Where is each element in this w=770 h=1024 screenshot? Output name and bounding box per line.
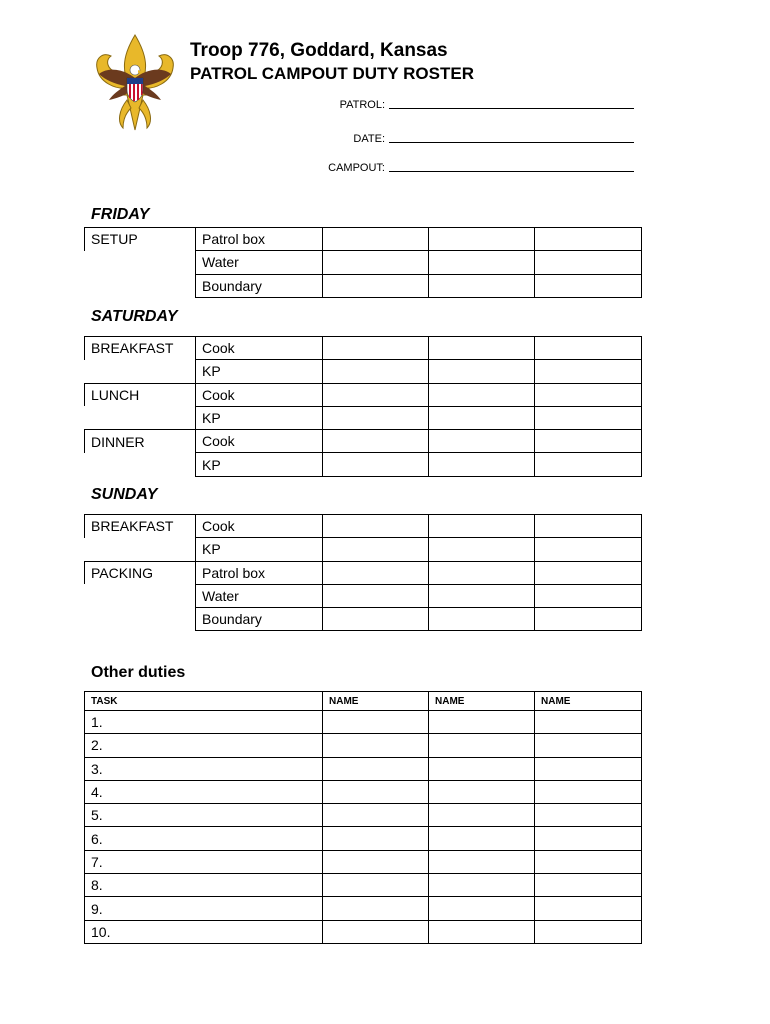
name-cell[interactable]: [323, 360, 429, 383]
campout-line[interactable]: [389, 161, 634, 172]
name-cell[interactable]: [323, 228, 429, 251]
task-row: [85, 850, 642, 873]
patrol-label: PATROL:: [339, 99, 385, 111]
duty-name: Water: [196, 584, 323, 607]
duty-row: [85, 584, 642, 607]
duty-row: [85, 360, 642, 383]
duty-name: Cook: [196, 515, 323, 538]
task-number[interactable]: 9.: [85, 897, 323, 920]
duty-group: LUNCH: [85, 383, 196, 406]
name-cell[interactable]: [429, 804, 535, 827]
name-cell[interactable]: [429, 757, 535, 780]
duty-group: [85, 453, 196, 476]
name-cell[interactable]: [535, 850, 642, 873]
name-cell[interactable]: [429, 827, 535, 850]
name-cell[interactable]: [429, 711, 535, 734]
name-cell[interactable]: [535, 920, 642, 943]
name-cell[interactable]: [429, 584, 535, 607]
name-cell[interactable]: [429, 406, 535, 429]
duty-name: KP: [196, 360, 323, 383]
name-cell[interactable]: [323, 584, 429, 607]
duty-group: PACKING: [85, 561, 196, 584]
name-cell[interactable]: [535, 251, 642, 274]
saturday-table: [84, 336, 642, 477]
duty-row: [85, 383, 642, 406]
duty-name: Cook: [196, 430, 323, 453]
sunday-heading: SUNDAY: [91, 486, 158, 503]
date-label: DATE:: [353, 133, 385, 145]
name-cell[interactable]: [429, 561, 535, 584]
name-cell[interactable]: [429, 850, 535, 873]
name-cell[interactable]: [323, 608, 429, 631]
task-row: [85, 874, 642, 897]
header-row: [85, 692, 642, 711]
duty-name: Boundary: [196, 274, 323, 297]
duty-row: [85, 406, 642, 429]
name-cell[interactable]: [429, 251, 535, 274]
name-cell[interactable]: [535, 711, 642, 734]
campout-label: CAMPOUT:: [328, 162, 385, 174]
name-cell[interactable]: [535, 561, 642, 584]
name-cell[interactable]: [429, 538, 535, 561]
duty-row: [85, 453, 642, 476]
task-row: [85, 897, 642, 920]
name-cell[interactable]: [429, 274, 535, 297]
name-cell[interactable]: [323, 515, 429, 538]
name-cell[interactable]: [323, 827, 429, 850]
name-cell[interactable]: [535, 780, 642, 803]
name-cell[interactable]: [535, 608, 642, 631]
name-cell[interactable]: [535, 897, 642, 920]
name-cell[interactable]: [535, 430, 642, 453]
task-row: [85, 711, 642, 734]
task-number[interactable]: 4.: [85, 780, 323, 803]
troop-title: Troop 776, Goddard, Kansas: [190, 40, 448, 61]
duty-group: [85, 274, 196, 297]
other-duties-table: [84, 691, 642, 944]
duty-name: Patrol box: [196, 561, 323, 584]
name-cell[interactable]: [323, 430, 429, 453]
name-cell[interactable]: [429, 515, 535, 538]
duty-row: [85, 430, 642, 453]
fleur-de-lis-eagle-icon: [85, 30, 185, 135]
patrol-field[interactable]: [280, 98, 634, 111]
duty-name: Cook: [196, 337, 323, 360]
name-cell[interactable]: [535, 406, 642, 429]
duty-group: [85, 608, 196, 631]
patrol-line[interactable]: [389, 98, 634, 109]
duty-name: Boundary: [196, 608, 323, 631]
other-duties-heading: Other duties: [91, 664, 186, 681]
name-cell[interactable]: [323, 274, 429, 297]
name-cell[interactable]: [323, 337, 429, 360]
name-cell[interactable]: [323, 757, 429, 780]
name-cell[interactable]: [323, 453, 429, 476]
name-cell[interactable]: [535, 337, 642, 360]
name-cell[interactable]: [323, 874, 429, 897]
duty-group: DINNER: [85, 430, 196, 453]
name-cell[interactable]: [535, 757, 642, 780]
duty-name: KP: [196, 406, 323, 429]
name-cell[interactable]: [429, 897, 535, 920]
name-cell[interactable]: [323, 711, 429, 734]
name-cell[interactable]: [323, 804, 429, 827]
name-cell[interactable]: [429, 360, 535, 383]
name-cell[interactable]: [535, 538, 642, 561]
name-cell[interactable]: [535, 804, 642, 827]
friday-heading: FRIDAY: [91, 206, 150, 223]
roster-title: PATROL CAMPOUT DUTY ROSTER: [190, 64, 474, 83]
name-cell[interactable]: [323, 251, 429, 274]
name-cell[interactable]: [429, 228, 535, 251]
duty-group: [85, 360, 196, 383]
duty-row: [85, 274, 642, 297]
duty-name: KP: [196, 538, 323, 561]
name-cell[interactable]: [535, 584, 642, 607]
task-number[interactable]: 2.: [85, 734, 323, 757]
friday-table: [84, 227, 642, 298]
duty-group: SETUP: [85, 228, 196, 251]
task-row: [85, 920, 642, 943]
task-number[interactable]: 8.: [85, 874, 323, 897]
name-cell[interactable]: [323, 897, 429, 920]
name-cell[interactable]: [535, 827, 642, 850]
duty-row: [85, 251, 642, 274]
date-line[interactable]: [389, 132, 634, 143]
duty-group: BREAKFAST: [85, 515, 196, 538]
name-cell[interactable]: [535, 734, 642, 757]
duty-group: [85, 251, 196, 274]
duty-row: [85, 337, 642, 360]
name-cell[interactable]: [429, 430, 535, 453]
name-cell[interactable]: [535, 360, 642, 383]
duty-group: [85, 406, 196, 429]
task-number[interactable]: 7.: [85, 850, 323, 873]
name-cell[interactable]: [429, 734, 535, 757]
name-cell[interactable]: [535, 274, 642, 297]
task-number[interactable]: 10.: [85, 920, 323, 943]
name-cell[interactable]: [429, 337, 535, 360]
name-cell[interactable]: [429, 608, 535, 631]
duty-group: BREAKFAST: [85, 337, 196, 360]
name-cell[interactable]: [429, 383, 535, 406]
name-header: NAME: [323, 692, 429, 711]
name-cell[interactable]: [535, 874, 642, 897]
duty-row: [85, 515, 642, 538]
task-header: TASK: [85, 692, 323, 711]
duty-group: [85, 538, 196, 561]
task-row: [85, 827, 642, 850]
name-cell[interactable]: [323, 850, 429, 873]
name-cell[interactable]: [429, 920, 535, 943]
campout-field[interactable]: [280, 161, 634, 174]
duty-group: [85, 584, 196, 607]
task-row: [85, 780, 642, 803]
saturday-heading: SATURDAY: [91, 308, 178, 325]
name-cell[interactable]: [535, 228, 642, 251]
task-number[interactable]: 3.: [85, 757, 323, 780]
task-row: [85, 804, 642, 827]
task-number[interactable]: 5.: [85, 804, 323, 827]
task-row: [85, 757, 642, 780]
name-cell[interactable]: [429, 453, 535, 476]
task-number[interactable]: 1.: [85, 711, 323, 734]
name-cell[interactable]: [323, 920, 429, 943]
name-cell[interactable]: [323, 406, 429, 429]
task-number[interactable]: 6.: [85, 827, 323, 850]
name-cell[interactable]: [535, 453, 642, 476]
duty-name: KP: [196, 453, 323, 476]
duty-row: [85, 538, 642, 561]
name-cell[interactable]: [429, 874, 535, 897]
duty-row: [85, 228, 642, 251]
duty-name: Cook: [196, 383, 323, 406]
duty-name: Water: [196, 251, 323, 274]
name-cell[interactable]: [323, 383, 429, 406]
name-cell[interactable]: [323, 734, 429, 757]
task-row: [85, 734, 642, 757]
sunday-table: [84, 514, 642, 631]
duty-row: [85, 561, 642, 584]
date-field[interactable]: [280, 132, 634, 145]
duty-row: [85, 608, 642, 631]
name-cell[interactable]: [535, 383, 642, 406]
name-cell[interactable]: [429, 780, 535, 803]
name-cell[interactable]: [323, 780, 429, 803]
name-header: NAME: [429, 692, 535, 711]
name-cell[interactable]: [535, 515, 642, 538]
name-header: NAME: [535, 692, 642, 711]
duty-name: Patrol box: [196, 228, 323, 251]
name-cell[interactable]: [323, 561, 429, 584]
name-cell[interactable]: [323, 538, 429, 561]
